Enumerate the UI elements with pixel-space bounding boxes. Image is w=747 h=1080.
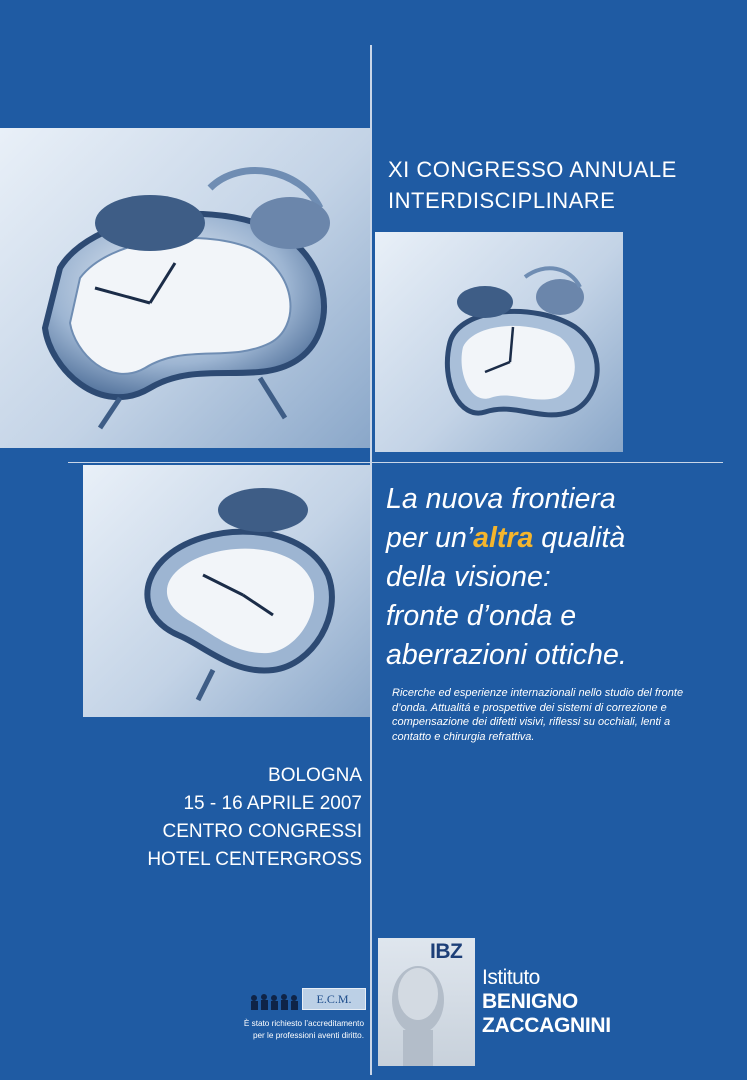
congress-line-2: INTERDISCIPLINARE [388,188,616,213]
melting-clock-illustration [0,128,370,448]
vertical-rule [370,45,372,1075]
horizontal-rule [68,462,723,463]
venue-place-1: CENTRO CONGRESSI [162,821,362,842]
melting-clock-illustration [375,232,623,452]
subtitle-description: Ricerche ed esperienze internazionali nello studio del fronte d’onda. Attualitá e prospettive dei sistemi di correzione e compensazione dei difetti visivi, riflessi su occhiali, lenti a contatto e chirurgia refrattiva. [392,687,684,743]
institute-line-1: Istituto [482,966,540,989]
title-accent-word: altra [473,522,534,554]
title-line-3: della visione: [386,561,551,593]
congress-line-1: XI CONGRESSO ANNUALE [388,157,677,182]
melting-clock-photo-large [0,128,370,448]
ecm-logo [248,986,366,1012]
ibz-acronym: IBZ [430,940,463,963]
title-line-2 [386,519,736,558]
ecm-accreditation-note [200,1018,364,1042]
venue-place-2: HOTEL CENTERGROSS [147,849,362,870]
institute-line-2: BENIGNO [482,990,578,1013]
venue-dates: 15 - 16 APRILE 2007 [183,793,362,814]
ecm-label: E.C.M. [302,988,366,1010]
institute-name [482,966,611,1038]
ecm-note-line-1: È stato richiesto l’accreditamento [243,1019,364,1028]
congress-heading [388,154,728,216]
ecm-note-line-2: per le professioni aventi diritto. [252,1031,364,1040]
title-line-5: aberrazioni ottiche. [386,639,627,671]
melting-clock-illustration [83,465,370,717]
institute-line-3: ZACCAGNINI [482,1014,611,1037]
title-line-4: fronte d’onda e [386,600,577,632]
venue-city: BOLOGNA [268,765,362,786]
melting-clock-photo-bottom [83,465,370,717]
melting-clock-photo-small [375,232,623,452]
people-silhouette-icon [248,992,306,1010]
title-line-2-suffix: qualità [533,522,626,554]
main-title [386,480,736,675]
venue-block [120,762,362,874]
title-line-2-prefix: per un’ [386,522,474,554]
title-line-1: La nuova frontiera [386,483,616,515]
